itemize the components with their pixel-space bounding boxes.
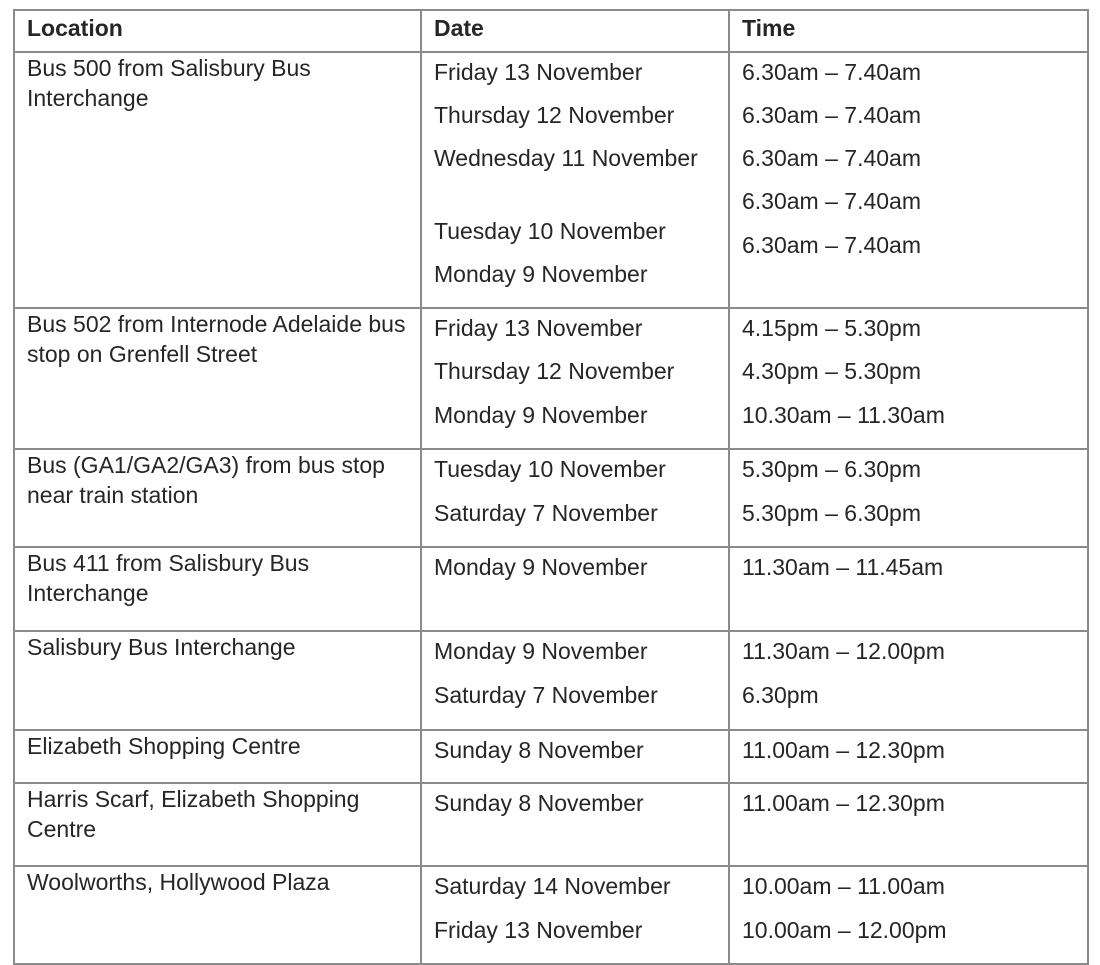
- time-cell: [729, 52, 1088, 308]
- time-entry: 11.00am – 12.30pm: [742, 790, 945, 816]
- date-entry: Tuesday 10 November: [434, 218, 666, 244]
- table-row: [14, 52, 1088, 308]
- date-entry: Saturday 7 November: [434, 682, 658, 708]
- time-entry: 4.15pm – 5.30pm: [742, 315, 922, 341]
- location-text: Woolworths, Hollywood Plaza: [27, 869, 330, 895]
- date-entry: Wednesday 11 November: [434, 145, 698, 171]
- date-entry: Tuesday 10 November: [434, 456, 666, 482]
- time-entry: 6.30am – 7.40am: [742, 188, 922, 214]
- table-row: [14, 730, 1088, 783]
- table-row: [14, 449, 1088, 547]
- table-row: [14, 547, 1088, 631]
- location-text: Harris Scarf, Elizabeth Shopping Centre: [27, 786, 360, 842]
- time-entry: 11.00am – 12.30pm: [742, 737, 945, 763]
- time-entry: 10.00am – 12.00pm: [742, 917, 947, 943]
- time-cell: [729, 783, 1088, 866]
- date-cell: [421, 547, 729, 631]
- date-cell: [421, 449, 729, 547]
- time-entry: 6.30am – 7.40am: [742, 102, 922, 128]
- date-entry: Sunday 8 November: [434, 737, 644, 763]
- date-cell: [421, 52, 729, 308]
- date-entry: Monday 9 November: [434, 402, 648, 428]
- location-cell: [14, 547, 421, 631]
- location-cell: [14, 449, 421, 547]
- date-entry: Monday 9 November: [434, 261, 648, 287]
- table-row: [14, 866, 1088, 964]
- location-text: Bus 500 from Salisbury Bus Interchange: [27, 55, 311, 111]
- time-entry: 4.30pm – 5.30pm: [742, 358, 922, 384]
- date-entry: Friday 13 November: [434, 315, 643, 341]
- table-row: [14, 308, 1088, 449]
- header-row: [14, 10, 1088, 52]
- time-entry: 6.30am – 7.40am: [742, 59, 922, 85]
- time-cell: [729, 308, 1088, 449]
- time-entry: 10.30am – 11.30am: [742, 402, 945, 428]
- header-time: Time: [729, 10, 1088, 52]
- location-cell: [14, 308, 421, 449]
- date-cell: [421, 783, 729, 866]
- time-entry: 5.30pm – 6.30pm: [742, 456, 922, 482]
- date-entry: Friday 13 November: [434, 59, 643, 85]
- location-text: Bus (GA1/GA2/GA3) from bus stop near train station: [27, 452, 385, 508]
- location-cell: [14, 631, 421, 730]
- location-cell: [14, 52, 421, 308]
- location-text: Salisbury Bus Interchange: [27, 634, 296, 660]
- table-body: [14, 52, 1088, 964]
- time-cell: [729, 449, 1088, 547]
- header-location: Location: [14, 10, 421, 52]
- time-entry: 5.30pm – 6.30pm: [742, 500, 922, 526]
- date-cell: [421, 308, 729, 449]
- date-entry: Thursday 12 November: [434, 102, 675, 128]
- time-entry: 6.30pm: [742, 682, 819, 708]
- date-entry: Saturday 7 November: [434, 500, 658, 526]
- location-text: Bus 411 from Salisbury Bus Interchange: [27, 550, 310, 606]
- time-cell: [729, 730, 1088, 783]
- date-entry: Friday 13 November: [434, 917, 643, 943]
- time-entry: 10.00am – 11.00am: [742, 873, 945, 899]
- date-cell: [421, 866, 729, 964]
- time-entry: 6.30am – 7.40am: [742, 232, 922, 258]
- time-cell: [729, 866, 1088, 964]
- time-entry: 11.30am – 12.00pm: [742, 638, 945, 664]
- location-cell: [14, 730, 421, 783]
- date-entry: Monday 9 November: [434, 638, 648, 664]
- schedule-table: [13, 9, 1089, 965]
- location-cell: [14, 866, 421, 964]
- date-entry: Saturday 14 November: [434, 873, 671, 899]
- date-entry: Thursday 12 November: [434, 358, 675, 384]
- location-text: Elizabeth Shopping Centre: [27, 733, 301, 759]
- header-date: Date: [421, 10, 729, 52]
- time-entry: 11.30am – 11.45am: [742, 554, 944, 580]
- table-row: [14, 783, 1088, 866]
- location-text: Bus 502 from Internode Adelaide bus stop on Grenfell Street: [27, 311, 406, 367]
- time-cell: [729, 631, 1088, 730]
- time-cell: [729, 547, 1088, 631]
- location-cell: [14, 783, 421, 866]
- date-cell: [421, 730, 729, 783]
- table-row: [14, 631, 1088, 730]
- time-entry: 6.30am – 7.40am: [742, 145, 922, 171]
- date-entry: Sunday 8 November: [434, 790, 644, 816]
- date-cell: [421, 631, 729, 730]
- date-entry: Monday 9 November: [434, 554, 648, 580]
